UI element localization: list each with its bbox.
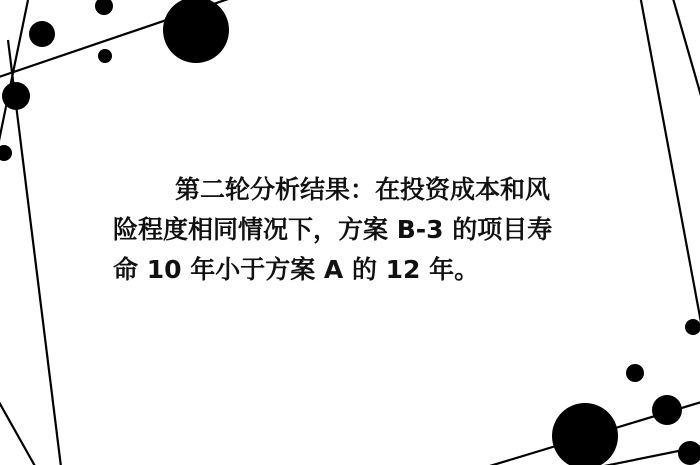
dot-left-mid (2, 82, 30, 110)
paragraph-line-1: 第二轮分析结果：在投资成本和风 (175, 175, 551, 204)
dot-bottom-right-mid (652, 395, 682, 425)
paragraph-line-2: 险程度相同情况下，方案 B-3 的项目寿 (113, 215, 553, 244)
dot-top-left (29, 21, 55, 47)
paragraph-line-3: 命 10 年小于方案 A 的 12 年。 (113, 255, 480, 284)
dot-left-small (0, 145, 12, 161)
dot-right-small (685, 319, 700, 335)
analysis-paragraph (113, 170, 613, 290)
dot-bottom-right-small (626, 364, 644, 382)
dot-bottom-corner (678, 441, 700, 465)
frame-line-right (640, 0, 700, 360)
dot-large-top (163, 0, 229, 63)
dot-top-small (95, 0, 113, 15)
frame-line-right-upper (672, 0, 700, 120)
frame-line-bottom-left (0, 395, 40, 465)
dot-large-bottom (552, 403, 618, 465)
dot-top-tiny (98, 49, 112, 63)
